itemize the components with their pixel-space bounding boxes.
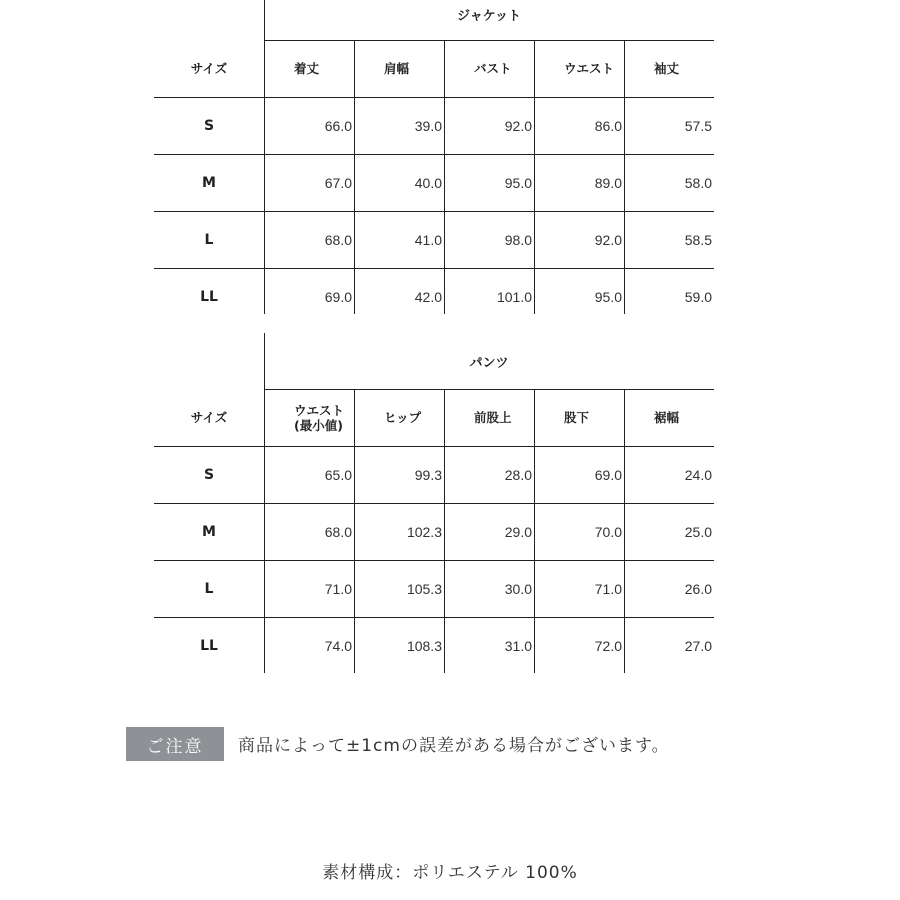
jacket-header-cell: 肩幅 (384, 61, 410, 76)
caution-text: 商品によって±1cmの誤差がある場合がございます。 (238, 736, 670, 756)
jacket-value-cell: 40.0 (414, 174, 442, 191)
pants-value-cell: 105.3 (406, 580, 442, 597)
jacket-value-cell: 89.0 (594, 174, 622, 191)
jacket-value-cell: 101.0 (496, 288, 532, 305)
jacket-value-cell: 98.0 (504, 231, 532, 248)
jacket-header-cell: ウエスト (564, 61, 615, 76)
jacket-value-cell: 86.0 (594, 117, 622, 134)
pants-value-cell: 69.0 (594, 466, 622, 483)
jacket-value-cell: 92.0 (594, 231, 622, 248)
jacket-value-cell: 41.0 (414, 231, 442, 248)
pants-value-cell: 71.0 (324, 580, 352, 597)
pants-value-cell: 99.3 (414, 466, 442, 483)
pants-value-cell: 30.0 (504, 580, 532, 597)
pants-header-cell: 前股上 (474, 410, 512, 425)
jacket-size-label: LL (200, 288, 218, 305)
jacket-value-cell: 59.0 (684, 288, 712, 305)
material-composition: 素材構成：ポリエステル 100% (322, 863, 578, 883)
pants-size-table (154, 333, 714, 673)
pants-header-cell: 裾幅 (654, 410, 680, 425)
pants-value-cell: 31.0 (504, 637, 532, 654)
pants-header-cell: ヒップ (384, 410, 422, 425)
pants-value-cell: 108.3 (406, 637, 442, 654)
pants-header-cell: ウエスト (最小値) (294, 402, 345, 433)
jacket-value-cell: 95.0 (504, 174, 532, 191)
jacket-value-cell: 66.0 (324, 117, 352, 134)
jacket-title: ジャケット (456, 8, 522, 24)
pants-header-cell: サイズ (190, 410, 228, 425)
pants-value-cell: 102.3 (406, 523, 442, 540)
jacket-value-cell: 58.0 (684, 174, 712, 191)
pants-value-cell: 74.0 (324, 637, 352, 654)
pants-value-cell: 65.0 (324, 466, 352, 483)
pants-size-label: L (204, 580, 214, 597)
pants-value-cell: 27.0 (684, 637, 712, 654)
jacket-value-cell: 92.0 (504, 117, 532, 134)
jacket-value-cell: 68.0 (324, 231, 352, 248)
pants-header-cell: 股下 (564, 410, 590, 425)
jacket-size-table (154, 0, 714, 314)
jacket-value-cell: 58.5 (684, 231, 712, 248)
jacket-header-cell: バスト (474, 61, 512, 76)
jacket-size-label: L (204, 231, 214, 248)
pants-value-cell: 29.0 (504, 523, 532, 540)
pants-value-cell: 24.0 (684, 466, 712, 483)
pants-value-cell: 68.0 (324, 523, 352, 540)
jacket-value-cell: 39.0 (414, 117, 442, 134)
jacket-header-cell: 袖丈 (654, 61, 680, 76)
jacket-header-cell: 着丈 (294, 61, 320, 76)
jacket-value-cell: 67.0 (324, 174, 352, 191)
jacket-size-label: S (203, 117, 215, 134)
pants-value-cell: 70.0 (594, 523, 622, 540)
pants-value-cell: 71.0 (594, 580, 622, 597)
pants-size-label: S (203, 466, 215, 483)
pants-value-cell: 28.0 (504, 466, 532, 483)
jacket-value-cell: 57.5 (684, 117, 712, 134)
pants-value-cell: 26.0 (684, 580, 712, 597)
pants-value-cell: 72.0 (594, 637, 622, 654)
pants-title: パンツ (469, 355, 509, 371)
jacket-value-cell: 95.0 (594, 288, 622, 305)
jacket-size-label: M (202, 174, 216, 191)
jacket-header-cell: サイズ (190, 61, 228, 76)
caution-badge: ご注意 (126, 727, 224, 761)
pants-size-label: M (202, 523, 216, 540)
jacket-value-cell: 69.0 (324, 288, 352, 305)
pants-value-cell: 25.0 (684, 523, 712, 540)
jacket-value-cell: 42.0 (414, 288, 442, 305)
pants-size-label: LL (200, 637, 218, 654)
